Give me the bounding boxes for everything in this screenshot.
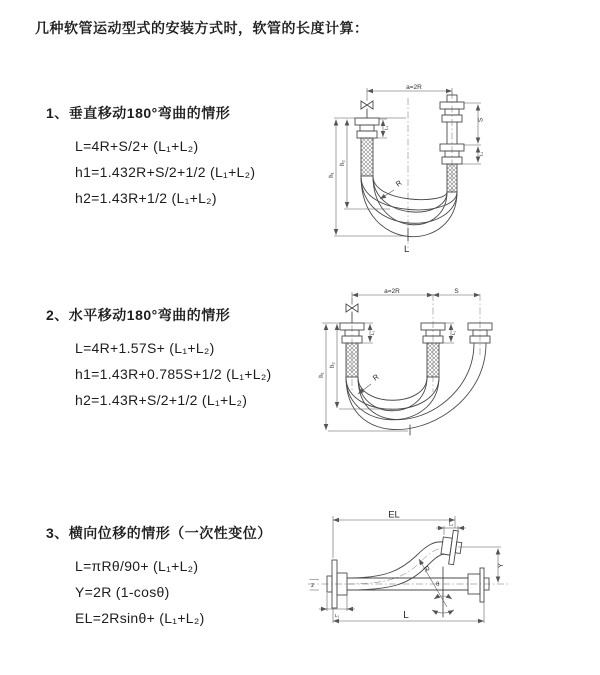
section-1	[46, 103, 255, 211]
section-1-heading: 1、垂直移动180°弯曲的情形	[46, 105, 231, 121]
dimension-lines	[310, 516, 502, 623]
hose-arc	[346, 377, 439, 420]
flange-plate	[355, 118, 379, 125]
hose-arc	[373, 176, 447, 212]
dim-label-s: S	[454, 288, 459, 295]
horizontal-bend-drawing	[310, 282, 600, 462]
flange-collar	[357, 131, 377, 138]
valve-icon	[361, 101, 373, 109]
vertical-bend-drawing	[310, 78, 600, 256]
length-label: L	[403, 610, 409, 621]
formula-line: h2=1.43R+1/2 (L₁+L₂)	[75, 190, 217, 206]
hose-arc	[358, 377, 427, 400]
flange-plate	[449, 530, 459, 564]
flange-neck	[360, 125, 374, 131]
formula-line: h2=1.43R+S/2+1/2 (L₁+L₂)	[75, 392, 248, 408]
hose-curve	[347, 554, 444, 590]
page-title: 几种软管运动型式的安装方式时，软管的长度计算：	[35, 20, 369, 36]
angle-label: θ	[436, 582, 440, 588]
radius-label: R	[393, 178, 404, 189]
diagram-lateral-displacement	[300, 505, 600, 675]
dim-label-h1: h₁	[319, 372, 325, 378]
section-2	[46, 305, 272, 413]
section-2-heading: 2、水平移动180°弯曲的情形	[46, 307, 231, 323]
flange-plate	[480, 568, 484, 602]
diagram-vertical-bend	[310, 78, 600, 261]
formula-line: h1=1.432R+S/2+1/2 (L₁+L₂)	[75, 164, 256, 180]
dim-label-l1: L₁	[384, 125, 390, 131]
length-label: L	[404, 244, 410, 255]
valve-icon	[346, 304, 358, 312]
formula-line: L=4R+1.57S+ (L₁+L₂)	[75, 340, 215, 356]
radius-label: R	[370, 372, 381, 383]
formula-line: EL=2Rsinθ+ (L₁+L₂)	[75, 610, 205, 626]
formula-line: L=4R+S/2+ (L₁+L₂)	[75, 138, 199, 154]
dim-label-a2r: a=2R	[406, 84, 422, 91]
braided-hose-section	[361, 138, 373, 176]
hose-assembly	[340, 304, 492, 435]
dim-label-el: EL	[388, 509, 400, 521]
braided-hose-section	[346, 343, 358, 377]
dim-label-l1: L₁	[479, 151, 485, 157]
hose-arc	[373, 176, 447, 225]
braided-hose-section	[427, 343, 439, 377]
dim-label-h2: h₂	[340, 160, 346, 166]
dim-label-l1: L₁	[334, 614, 340, 619]
dim-label-s: S	[477, 117, 485, 123]
section-3	[46, 523, 272, 631]
dim-label-l1: L₁	[452, 330, 457, 336]
hose-assembly	[355, 95, 464, 241]
formula-line: L=πRθ/90+ (L₁+L₂)	[75, 558, 199, 574]
hose-assembly	[327, 529, 489, 617]
radius-label: R	[421, 564, 432, 574]
dim-label-h1: h₁	[329, 172, 335, 178]
diagram-horizontal-bend	[310, 282, 600, 467]
lateral-displacement-drawing	[300, 505, 600, 675]
hose-curve	[347, 542, 443, 578]
dim-label-h2: h₂	[330, 362, 336, 368]
formula-line: Y=2R (1-cosθ)	[75, 584, 170, 600]
dim-label-a2r: a=2R	[384, 288, 400, 295]
dim-label-y: Y	[498, 563, 505, 568]
section-3-heading: 3、横向位移的情形（一次性变位）	[46, 525, 272, 541]
dim-label-l1: L₁	[448, 521, 454, 528]
pipe-stub	[455, 542, 461, 554]
formula-line: h1=1.43R+0.785S+1/2 (L₁+L₂)	[75, 366, 272, 382]
centerline-mark: z	[311, 582, 315, 589]
braided-hose-section	[447, 164, 457, 192]
dim-label-l1: L₁	[371, 330, 376, 336]
